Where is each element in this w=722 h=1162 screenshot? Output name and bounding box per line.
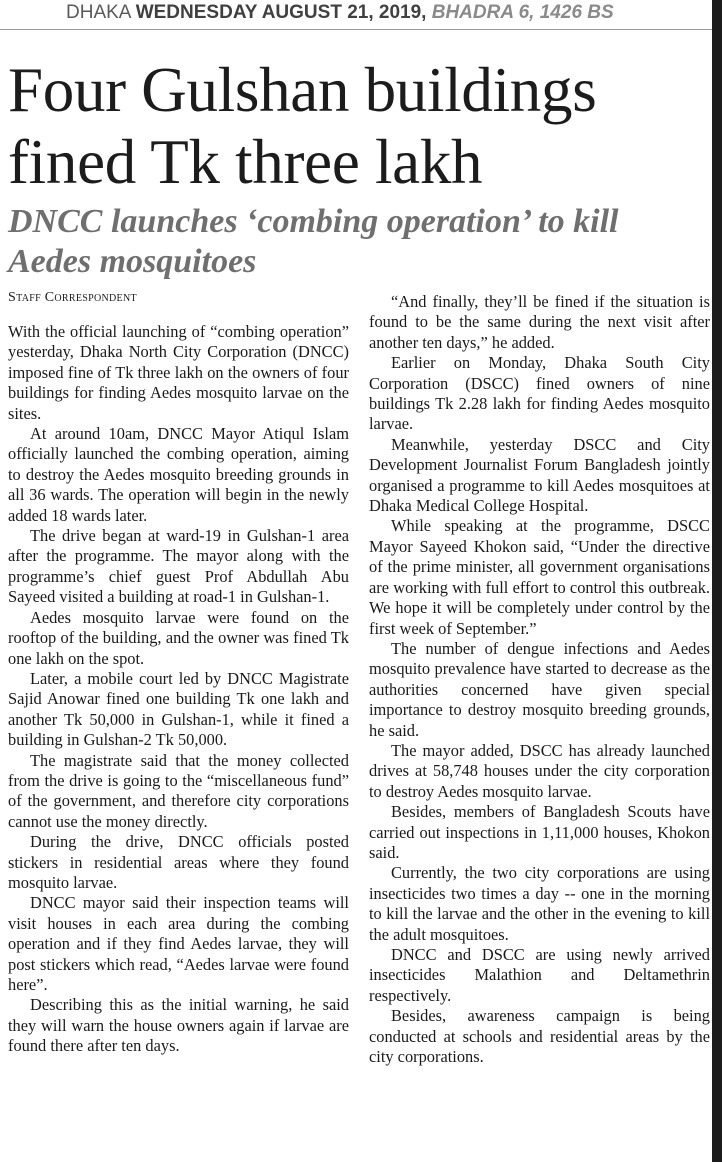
paragraph: The magistrate said that the money collected from the drive is going to the “miscellaneous fund” of the government, and therefore city corporations cannot use the money directly. xyxy=(8,750,349,831)
paragraph: DNCC mayor said their inspection teams will visit houses in each area during the combing operation and if they find Aedes larvae, they will post stickers which read, “Aedes larvae were found here”. xyxy=(8,893,349,994)
paragraph: At around 10am, DNCC Mayor Atiqul Islam officially launched the combing operation, aiming to destroy the Aedes mosquito breeding grounds in all 36 wards. The operation will begin in the newly added 18 wards later. xyxy=(8,424,349,525)
paragraph: Later, a mobile court led by DNCC Magistrate Sajid Anowar fined one building Tk one lakh and another Tk 50,000 in Gulshan-1, while it fined a building in Gulshan-2 Tk 50,000. xyxy=(8,668,349,750)
dateline xyxy=(66,1,716,25)
paragraph: Earlier on Monday, Dhaka South City Corporation (DSCC) fined owners of nine buildings Tk 2.28 lakh for finding Aedes mosquito larvae. xyxy=(369,353,710,434)
paragraph: Meanwhile, yesterday DSCC and City Development Journalist Forum Bangladesh jointly organised a programme to kill Aedes mosquitoes at Dhaka Medical College Hospital. xyxy=(369,434,710,516)
header-rule xyxy=(0,29,712,30)
dateline-city: DHAKA xyxy=(66,2,131,23)
paragraph: DNCC and DSCC are using newly arrived insecticides Malathion and Deltamethrin respectively. xyxy=(369,945,710,1005)
body-column-right xyxy=(369,292,710,1067)
body-column-left xyxy=(8,322,349,1057)
dateline-date: WEDNESDAY AUGUST 21, 2019, xyxy=(135,2,427,23)
paragraph: The number of dengue infections and Aedes mosquito prevalence have started to decrease as the authorities concerned have given special importance to destroy mosquito breeding grounds, he said. xyxy=(369,638,710,740)
paragraph: Aedes mosquito larvae were found on the rooftop of the building, and the owner was fined Tk one lakh on the spot. xyxy=(8,607,349,668)
byline: Staff Correspondent xyxy=(8,290,137,305)
headline: Four Gulshan buildings fined Tk three lakh xyxy=(8,55,597,197)
paragraph: The drive began at ward-19 in Gulshan-1 area after the programme. The mayor along with the programme’s chief guest Prof Abdullah Abu Sayeed visited a building at road-1 in Gulshan-1. xyxy=(8,526,349,607)
paragraph: During the drive, DNCC officials posted stickers in residential areas where they found mosquito larvae. xyxy=(8,832,349,892)
paragraph: The mayor added, DSCC has already launched drives at 58,748 houses under the city corporation to destroy Aedes mosquito larvae. xyxy=(369,740,710,801)
subheadline: DNCC launches ‘combing operation’ to kill Aedes mosquitoes xyxy=(8,203,619,280)
scan-edge xyxy=(712,0,722,1162)
paragraph: With the official launching of “combing operation” yesterday, Dhaka North City Corporation (DNCC) imposed fine of Tk three lakh on the owners of four buildings for finding Aedes mosquito larvae on the sites. xyxy=(8,322,349,423)
paragraph: Besides, members of Bangladesh Scouts have carried out inspections in 1,11,000 houses, Khokon said. xyxy=(369,802,710,862)
dateline-bengali-date: BHADRA 6, 1426 BS xyxy=(431,2,614,23)
paragraph: Currently, the two city corporations are using insecticides two times a day -- one in the morning to kill the larvae and the other in the evening to kill the adult mosquitoes. xyxy=(369,863,710,944)
paragraph: While speaking at the programme, DSCC Mayor Sayeed Khokon said, “Under the directive of the prime minister, all government organisations are working with full effort to control this outbreak. We hope it will be completely under control by the first week of September.” xyxy=(369,516,710,638)
paragraph: Describing this as the initial warning, he said they will warn the house owners again if larvae are found there after ten days. xyxy=(8,995,349,1056)
paragraph: Besides, awareness campaign is being conducted at schools and residential areas by the city corporations. xyxy=(369,1006,710,1067)
paragraph: “And finally, they’ll be fined if the situation is found to be the same during the next visit after another ten days,” he added. xyxy=(369,292,710,352)
